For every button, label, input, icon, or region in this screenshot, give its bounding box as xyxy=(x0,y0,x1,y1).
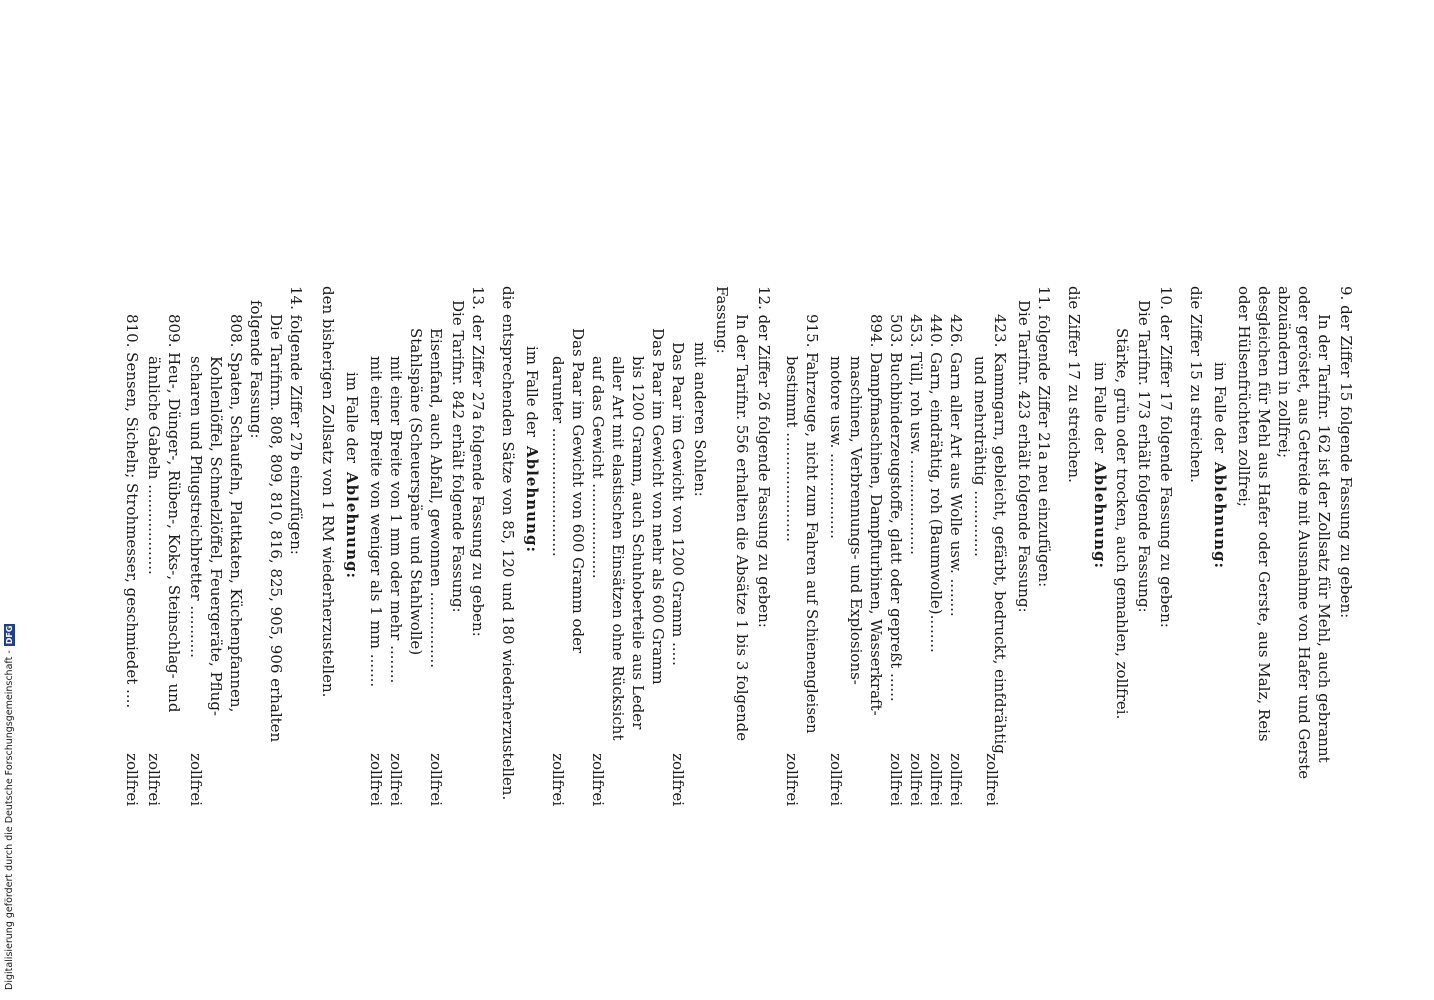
tariff-rate: zollfrei xyxy=(827,753,845,806)
tariff-rate: zollfrei xyxy=(145,753,163,806)
text-line: 453. Tüll, roh usw. .................... xyxy=(907,314,925,555)
text-line: auf das Gewicht .................... xyxy=(589,356,607,579)
ablehnung-heading: Ablehnung: xyxy=(523,446,541,554)
tariff-rate: zollfrei xyxy=(123,753,141,806)
tariff-rate: zollfrei xyxy=(887,753,905,806)
text-line: mit anderen Sohlen: xyxy=(691,342,709,497)
text-line: 12. der Ziffer 26 folgende Fassung zu geben: xyxy=(755,286,773,628)
tariff-rate: zollfrei xyxy=(927,753,945,806)
text-line: In der Tarifnr. 556 erhalten die Absätze 1 bis 3 folgende xyxy=(733,314,751,742)
text-line: Die Tarifnrn. 808, 809, 810, 816, 825, 905, 906 erhalten xyxy=(267,314,285,743)
ablehnung-heading: Ablehnung: xyxy=(1211,462,1229,570)
text-line: im Falle der xyxy=(1091,362,1109,454)
text-line: Das Paar im Gewicht von mehr als 600 Gramm xyxy=(649,328,667,685)
tariff-rate: zollfrei xyxy=(387,753,405,806)
text-line: 10. der Ziffer 17 folgende Fassung zu geben: xyxy=(1157,286,1175,628)
ablehnung-heading: Ablehnung: xyxy=(343,472,361,580)
text-line: die entsprechenden Sätze von 85, 120 und 180 wiederherzustellen. xyxy=(499,286,517,801)
text-line: 9. der Ziffer 15 folgende Fassung zu geben: xyxy=(1337,286,1355,619)
text-line: 810. Sensen, Sicheln; Strohmesser, geschmiedet .... xyxy=(123,314,141,709)
text-line: 426. Garn aller Art aus Wolle usw. ........ xyxy=(947,314,965,617)
text-line: scharen und Pflugstreichbretter ........... xyxy=(187,356,205,658)
text-line: Eisenfand, auch Abfall, gewonnen ................ xyxy=(427,328,445,669)
tariff-rate: zollfrei xyxy=(367,753,385,806)
tariff-rate: zollfrei xyxy=(669,753,687,806)
tariff-rate: zollfrei xyxy=(427,753,445,806)
footer-text: Digitalisierung gefördert durch die Deutsche Forschungsgemeinschaft - xyxy=(3,650,15,990)
text-line: 894. Dampfmaschinen, Dampfturbinen, Wasserkraft- xyxy=(867,314,885,716)
scanned-page-text xyxy=(118,286,1358,806)
text-line: Fassung: xyxy=(713,286,731,354)
tariff-rate: zollfrei xyxy=(983,753,1001,806)
tariff-rate: zollfrei xyxy=(947,753,965,806)
text-line: Die Tarifnr. 173 erhält folgende Fassung: xyxy=(1135,300,1153,613)
text-line: oder Hülsenfrüchten zollfrei; xyxy=(1235,286,1253,507)
text-line: 503. Buchbinderzeugstoffe, glatt oder gepreßt ...... xyxy=(887,314,905,702)
tariff-rate: zollfrei xyxy=(783,753,801,806)
text-line: desgleichen für Mehl aus Hafer oder Gerste, aus Malz, Reis xyxy=(1255,286,1273,742)
ablehnung-heading: Ablehnung: xyxy=(1091,462,1109,570)
text-line: 423. Kammgarn, gebleicht, gefärbt, bedruckt, einfdrähtig xyxy=(991,314,1009,754)
text-line: bestimmt ....................... xyxy=(783,356,801,542)
text-line: 808. Spaten, Schaufeln, Plattkaten, Küchenpfannen, xyxy=(227,314,245,713)
tariff-rate: zollfrei xyxy=(907,753,925,806)
text-line: Das Paar im Gewicht von 1200 Gramm ..... xyxy=(669,342,687,666)
tariff-rate: zollfrei xyxy=(549,753,567,806)
tariff-rate: zollfrei xyxy=(187,753,205,806)
digitization-footer xyxy=(2,590,16,990)
text-line: darunter ........................... xyxy=(549,356,567,557)
text-line: Das Paar im Gewicht von 600 Gramm oder xyxy=(569,328,587,654)
text-line: Die Tarifnr. 842 erhält folgende Fassung: xyxy=(449,300,467,613)
text-line: maschinen, Verbrennungs- und Explosions- xyxy=(847,356,865,685)
text-line: Stahlspäne (Scheuerspäne und Stahlwolle) xyxy=(407,328,425,656)
text-line: im Falle der xyxy=(343,372,361,464)
text-line: 14. folgende Ziffer 27b einzufügen: xyxy=(287,286,305,555)
text-line: Kohlenlöffel, Schmelzlöffel, Feuergeräte, Pflug- xyxy=(207,356,225,716)
text-line: mit einer Breite von weniger als 1 mm ....... xyxy=(367,356,385,688)
text-line: abzuändern in zollfrei; xyxy=(1275,286,1293,458)
text-line: im Falle der xyxy=(523,346,541,438)
text-line: die Ziffer 17 zu streichen. xyxy=(1065,286,1083,483)
text-line: 809. Heu-, Dünger-, Rüben-, Koks-, Steinschlag- und xyxy=(165,314,183,713)
text-line: folgende Fassung: xyxy=(247,300,265,439)
text-line: bis 1200 Gramm, auch Schuhoberteile aus Leder xyxy=(629,356,647,730)
text-line: 13. der Ziffer 27a folgende Fassung zu geben: xyxy=(469,286,487,637)
text-line: 440. Garn, eindrähtig, roh (Baumwolle)........ xyxy=(927,314,945,653)
text-line: 11. folgende Ziffer 21a neu einzufügen: xyxy=(1035,286,1053,588)
text-line: ähnliche Gabeln ................... xyxy=(145,356,163,575)
text-line: In der Tarifnr. 162 ist der Zollsatz für Mehl, auch gebrannt xyxy=(1315,314,1333,763)
dfg-logo: DFG xyxy=(4,625,14,645)
text-line: den bisherigen Zollsatz von 1 RM wiederherzustellen. xyxy=(319,286,337,698)
text-line: motore usw. .................. xyxy=(827,356,845,539)
text-line: Die Tarifnr. 423 erhält folgende Fassung: xyxy=(1015,300,1033,613)
tariff-rate: zollfrei xyxy=(589,753,607,806)
text-line: die Ziffer 15 zu streichen. xyxy=(1187,286,1205,483)
text-line: Stärke, grün oder trocken, auch gemahlen, zollfrei. xyxy=(1113,328,1131,720)
text-line: aller Art mit elastischen Einsätzen ohne Rücksicht xyxy=(609,356,627,741)
text-line: im Falle der xyxy=(1211,362,1229,454)
text-line: 915. Fahrzeuge, nicht zum Fahren auf Schienengleisen xyxy=(803,314,821,734)
text-line: oder geröstet, aus Getreide mit Ausnahme von Hafer und Gerste xyxy=(1295,286,1313,780)
text-line: und mehrdrähtig .............. xyxy=(971,356,989,557)
text-line: mit einer Breite von 1 mm oder mehr ........ xyxy=(387,356,405,684)
